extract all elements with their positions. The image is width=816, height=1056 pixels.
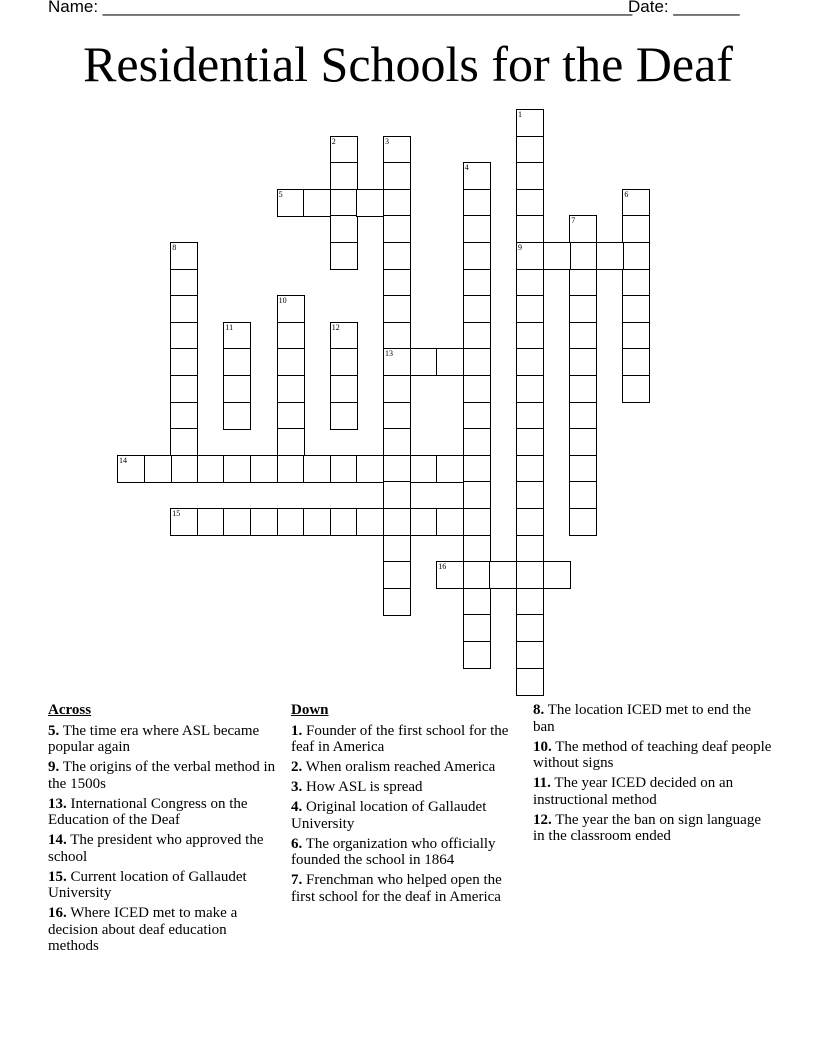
clue-item (48, 723, 276, 756)
grid-cell[interactable] (356, 508, 384, 536)
clue-item (291, 759, 519, 776)
clue-text: The method of teaching deaf people without signs (533, 738, 772, 771)
grid-cell[interactable] (569, 402, 597, 430)
across-heading: Across (48, 702, 92, 718)
grid-cell[interactable] (596, 242, 624, 270)
grid-cell[interactable] (383, 535, 411, 563)
grid-cell[interactable] (303, 508, 331, 536)
grid-cell[interactable] (277, 295, 305, 323)
grid-cell[interactable] (463, 322, 491, 350)
grid-cell[interactable] (303, 455, 331, 483)
clue-number-label: 4 (464, 163, 469, 173)
grid-cell[interactable] (223, 375, 251, 403)
grid-cell[interactable] (463, 189, 491, 217)
puzzle-title: Residential Schools for the Deaf (83, 36, 733, 92)
clue-text: Where ICED met to make a decision about deaf education methods (48, 905, 238, 954)
clue-number-label: 6 (624, 189, 629, 199)
name-field[interactable]: Name: ________________________________________________________ (48, 0, 633, 16)
grid-cell[interactable] (117, 455, 145, 483)
grid-cell[interactable] (436, 348, 464, 376)
grid-cell[interactable] (223, 322, 251, 350)
clue-number: 10. (533, 738, 552, 755)
clue-text: How ASL is spread (306, 779, 423, 795)
grid-cell[interactable] (383, 455, 411, 483)
grid-cell[interactable] (463, 269, 491, 297)
grid-cell[interactable] (569, 428, 597, 456)
clue-item (291, 779, 519, 796)
grid-cell[interactable] (516, 136, 544, 164)
grid-cell[interactable] (463, 428, 491, 456)
grid-cell[interactable] (330, 189, 358, 217)
clue-number: 5. (48, 722, 60, 739)
grid-cell[interactable] (463, 162, 491, 190)
clue-number-label: 7 (571, 216, 576, 226)
clue-number-label: 2 (331, 136, 336, 146)
clue-text: When oralism reached America (305, 759, 496, 775)
grid-cell[interactable] (543, 561, 571, 589)
clue-number: 8. (533, 702, 545, 718)
grid-cell[interactable] (197, 508, 225, 536)
clue-item (291, 836, 519, 869)
grid-cell[interactable] (170, 508, 198, 536)
clue-number: 1. (291, 722, 303, 739)
grid-cell[interactable] (569, 481, 597, 509)
grid-cell[interactable] (383, 375, 411, 403)
grid-cell[interactable] (356, 455, 384, 483)
clue-number: 6. (291, 835, 303, 852)
clue-item (291, 872, 519, 905)
grid-cell[interactable] (383, 428, 411, 456)
grid-cell[interactable] (330, 136, 358, 164)
clue-text: Original location of Gallaudet University (291, 799, 487, 832)
grid-cell[interactable] (330, 455, 358, 483)
grid-cell[interactable] (569, 295, 597, 323)
grid-cell[interactable] (223, 348, 251, 376)
grid-cell[interactable] (330, 402, 358, 430)
grid-cell[interactable] (330, 242, 358, 270)
grid-cell[interactable] (569, 455, 597, 483)
grid-cell[interactable] (383, 189, 411, 217)
grid-cell[interactable] (516, 614, 544, 642)
grid-cell[interactable] (144, 455, 172, 483)
grid-cell[interactable] (463, 588, 491, 616)
grid-cell[interactable] (463, 402, 491, 430)
grid-cell[interactable] (223, 402, 251, 430)
grid-cell[interactable] (622, 322, 650, 350)
grid-cell[interactable] (516, 348, 544, 376)
grid-cell[interactable] (383, 215, 411, 243)
clue-number-label: 3 (385, 136, 389, 146)
grid-cell[interactable] (410, 348, 438, 376)
grid-cell[interactable] (170, 428, 198, 456)
clue-text: The time era where ASL became popular again (48, 722, 260, 755)
clue-item (533, 812, 773, 845)
grid-cell[interactable] (277, 322, 305, 350)
clue-number-label: 11 (225, 322, 234, 332)
grid-cell[interactable] (569, 269, 597, 297)
grid-cell[interactable] (622, 242, 650, 270)
grid-cell[interactable] (330, 322, 358, 350)
grid-cell[interactable] (516, 375, 544, 403)
clue-number: 11. (533, 775, 551, 791)
grid-cell[interactable] (463, 508, 491, 536)
clue-text: The year ICED decided on an instructional method (533, 775, 734, 808)
clue-item (533, 739, 773, 772)
grid-cell[interactable] (569, 508, 597, 536)
clue-number: 16. (48, 905, 67, 921)
grid-cell[interactable] (516, 242, 544, 270)
clue-number: 7. (291, 872, 303, 888)
grid-cell[interactable] (569, 242, 597, 270)
down-clue-list (291, 723, 519, 906)
down-clue-list-continued (533, 702, 773, 845)
grid-cell[interactable] (330, 508, 358, 536)
grid-cell[interactable] (330, 375, 358, 403)
grid-cell[interactable] (463, 641, 491, 669)
grid-cell[interactable] (436, 508, 464, 536)
grid-cell[interactable] (516, 269, 544, 297)
grid-cell[interactable] (569, 215, 597, 243)
clue-item (533, 775, 773, 808)
grid-cell[interactable] (543, 242, 571, 270)
down-clues-continued-column (533, 702, 773, 848)
clue-item (48, 869, 276, 902)
grid-cell[interactable] (463, 348, 491, 376)
grid-cell[interactable] (516, 508, 544, 536)
grid-cell[interactable] (383, 588, 411, 616)
grid-cell[interactable] (356, 189, 384, 217)
grid-cell[interactable] (516, 561, 544, 589)
grid-cell[interactable] (516, 295, 544, 323)
clue-text: Founder of the first school for the feaf in America (291, 722, 509, 755)
clue-text: International Congress on the Education of the Deaf (48, 795, 248, 828)
grid-cell[interactable] (410, 508, 438, 536)
grid-cell[interactable] (330, 215, 358, 243)
grid-cell[interactable] (277, 375, 305, 403)
grid-cell[interactable] (516, 455, 544, 483)
grid-cell[interactable] (516, 641, 544, 669)
grid-cell[interactable] (170, 242, 198, 270)
grid-cell[interactable] (516, 588, 544, 616)
grid-cell[interactable] (223, 455, 251, 483)
clue-item (48, 796, 276, 829)
clue-number: 9. (48, 759, 60, 775)
grid-cell[interactable] (277, 428, 305, 456)
grid-cell[interactable] (197, 455, 225, 483)
grid-cell[interactable] (330, 348, 358, 376)
grid-cell[interactable] (463, 242, 491, 270)
grid-cell[interactable] (383, 269, 411, 297)
grid-cell[interactable] (383, 561, 411, 589)
clue-item (48, 832, 276, 865)
grid-cell[interactable] (277, 455, 305, 483)
across-clues-column (48, 702, 276, 958)
clue-number: 4. (291, 799, 303, 815)
grid-cell[interactable] (516, 668, 544, 696)
grid-cell[interactable] (516, 109, 544, 137)
clue-text: Current location of Gallaudet University (48, 868, 247, 901)
grid-cell[interactable] (170, 375, 198, 403)
grid-cell[interactable] (303, 189, 331, 217)
header-line (48, 0, 748, 19)
grid-cell[interactable] (622, 375, 650, 403)
clue-number: 14. (48, 832, 67, 848)
grid-cell[interactable] (277, 189, 305, 217)
clue-text: The president who approved the school (48, 832, 264, 865)
grid-cell[interactable] (516, 428, 544, 456)
date-field[interactable]: Date: _______ (628, 0, 740, 16)
grid-cell[interactable] (463, 561, 491, 589)
grid-cell[interactable] (622, 215, 650, 243)
grid-cell[interactable] (489, 561, 517, 589)
clue-item (533, 702, 773, 735)
clue-number-label: 12 (331, 322, 340, 332)
grid-cell[interactable] (170, 322, 198, 350)
grid-cell[interactable] (383, 402, 411, 430)
grid-cell[interactable] (463, 614, 491, 642)
clue-number-label: 1 (518, 110, 522, 119)
clue-text: The year the ban on sign language in the classroom ended (533, 811, 761, 844)
grid-cell[interactable] (463, 535, 491, 563)
grid-cell[interactable] (383, 136, 411, 164)
grid-cell[interactable] (170, 295, 198, 323)
grid-cell[interactable] (223, 508, 251, 536)
grid-cell[interactable] (463, 481, 491, 509)
clue-text: The origins of the verbal method in the 1500s (48, 759, 276, 792)
down-clues-column (291, 702, 519, 909)
grid-cell[interactable] (516, 402, 544, 430)
grid-cell[interactable] (516, 189, 544, 217)
grid-cell[interactable] (516, 162, 544, 190)
clue-number-label: 8 (172, 243, 177, 252)
grid-cell[interactable] (463, 455, 491, 483)
grid-cell[interactable] (569, 375, 597, 403)
grid-cell[interactable] (463, 215, 491, 243)
grid-cell[interactable] (622, 269, 650, 297)
clue-number-label: 10 (278, 296, 287, 306)
grid-cell[interactable] (250, 508, 278, 536)
grid-cell[interactable] (383, 162, 411, 190)
clue-item (291, 723, 519, 756)
clue-number: 2. (291, 759, 303, 775)
clue-item (48, 759, 276, 792)
clue-text: Frenchman who helped open the first school for the deaf in America (291, 872, 502, 905)
clue-number-label: 14 (119, 455, 127, 465)
grid-cell[interactable] (170, 348, 198, 376)
grid-cell[interactable] (277, 348, 305, 376)
grid-cell[interactable] (516, 481, 544, 509)
grid-cell[interactable] (330, 162, 358, 190)
clue-number-label: 5 (278, 189, 283, 199)
grid-cell[interactable] (516, 535, 544, 563)
grid-cell[interactable] (383, 348, 411, 376)
grid-cell[interactable] (569, 348, 597, 376)
across-clue-list (48, 723, 276, 955)
grid-cell[interactable] (383, 481, 411, 509)
grid-cell[interactable] (516, 322, 544, 350)
grid-cell[interactable] (463, 375, 491, 403)
clue-number: 13. (48, 795, 67, 812)
clue-item (291, 799, 519, 832)
clue-number-label: 15 (172, 509, 181, 518)
grid-cell[interactable] (436, 561, 464, 589)
grid-cell[interactable] (383, 242, 411, 270)
clue-item (48, 905, 276, 955)
grid-cell[interactable] (170, 455, 198, 483)
grid-cell[interactable] (622, 348, 650, 376)
clue-number-label: 9 (518, 243, 522, 252)
grid-cell[interactable] (250, 455, 278, 483)
grid-cell[interactable] (463, 295, 491, 323)
grid-cell[interactable] (277, 402, 305, 430)
clue-text: The location ICED met to end the ban (533, 702, 752, 735)
grid-cell[interactable] (569, 322, 597, 350)
clue-number-label: 16 (438, 562, 447, 572)
grid-cell[interactable] (436, 455, 464, 483)
grid-cell[interactable] (277, 508, 305, 536)
grid-cell[interactable] (516, 215, 544, 243)
clue-number: 3. (291, 779, 303, 795)
grid-cell[interactable] (383, 295, 411, 323)
clue-number-label: 13 (385, 349, 393, 359)
grid-cell[interactable] (622, 295, 650, 323)
grid-cell[interactable] (410, 455, 438, 483)
grid-cell[interactable] (170, 402, 198, 430)
grid-cell[interactable] (622, 189, 650, 217)
clue-number: 12. (533, 811, 552, 828)
clue-text: The organization who officially founded the school in 1864 (291, 835, 496, 868)
grid-cell[interactable] (383, 322, 411, 350)
grid-cell[interactable] (170, 269, 198, 297)
grid-cell[interactable] (383, 508, 411, 536)
down-heading: Down (291, 702, 329, 718)
clue-number: 15. (48, 868, 67, 885)
